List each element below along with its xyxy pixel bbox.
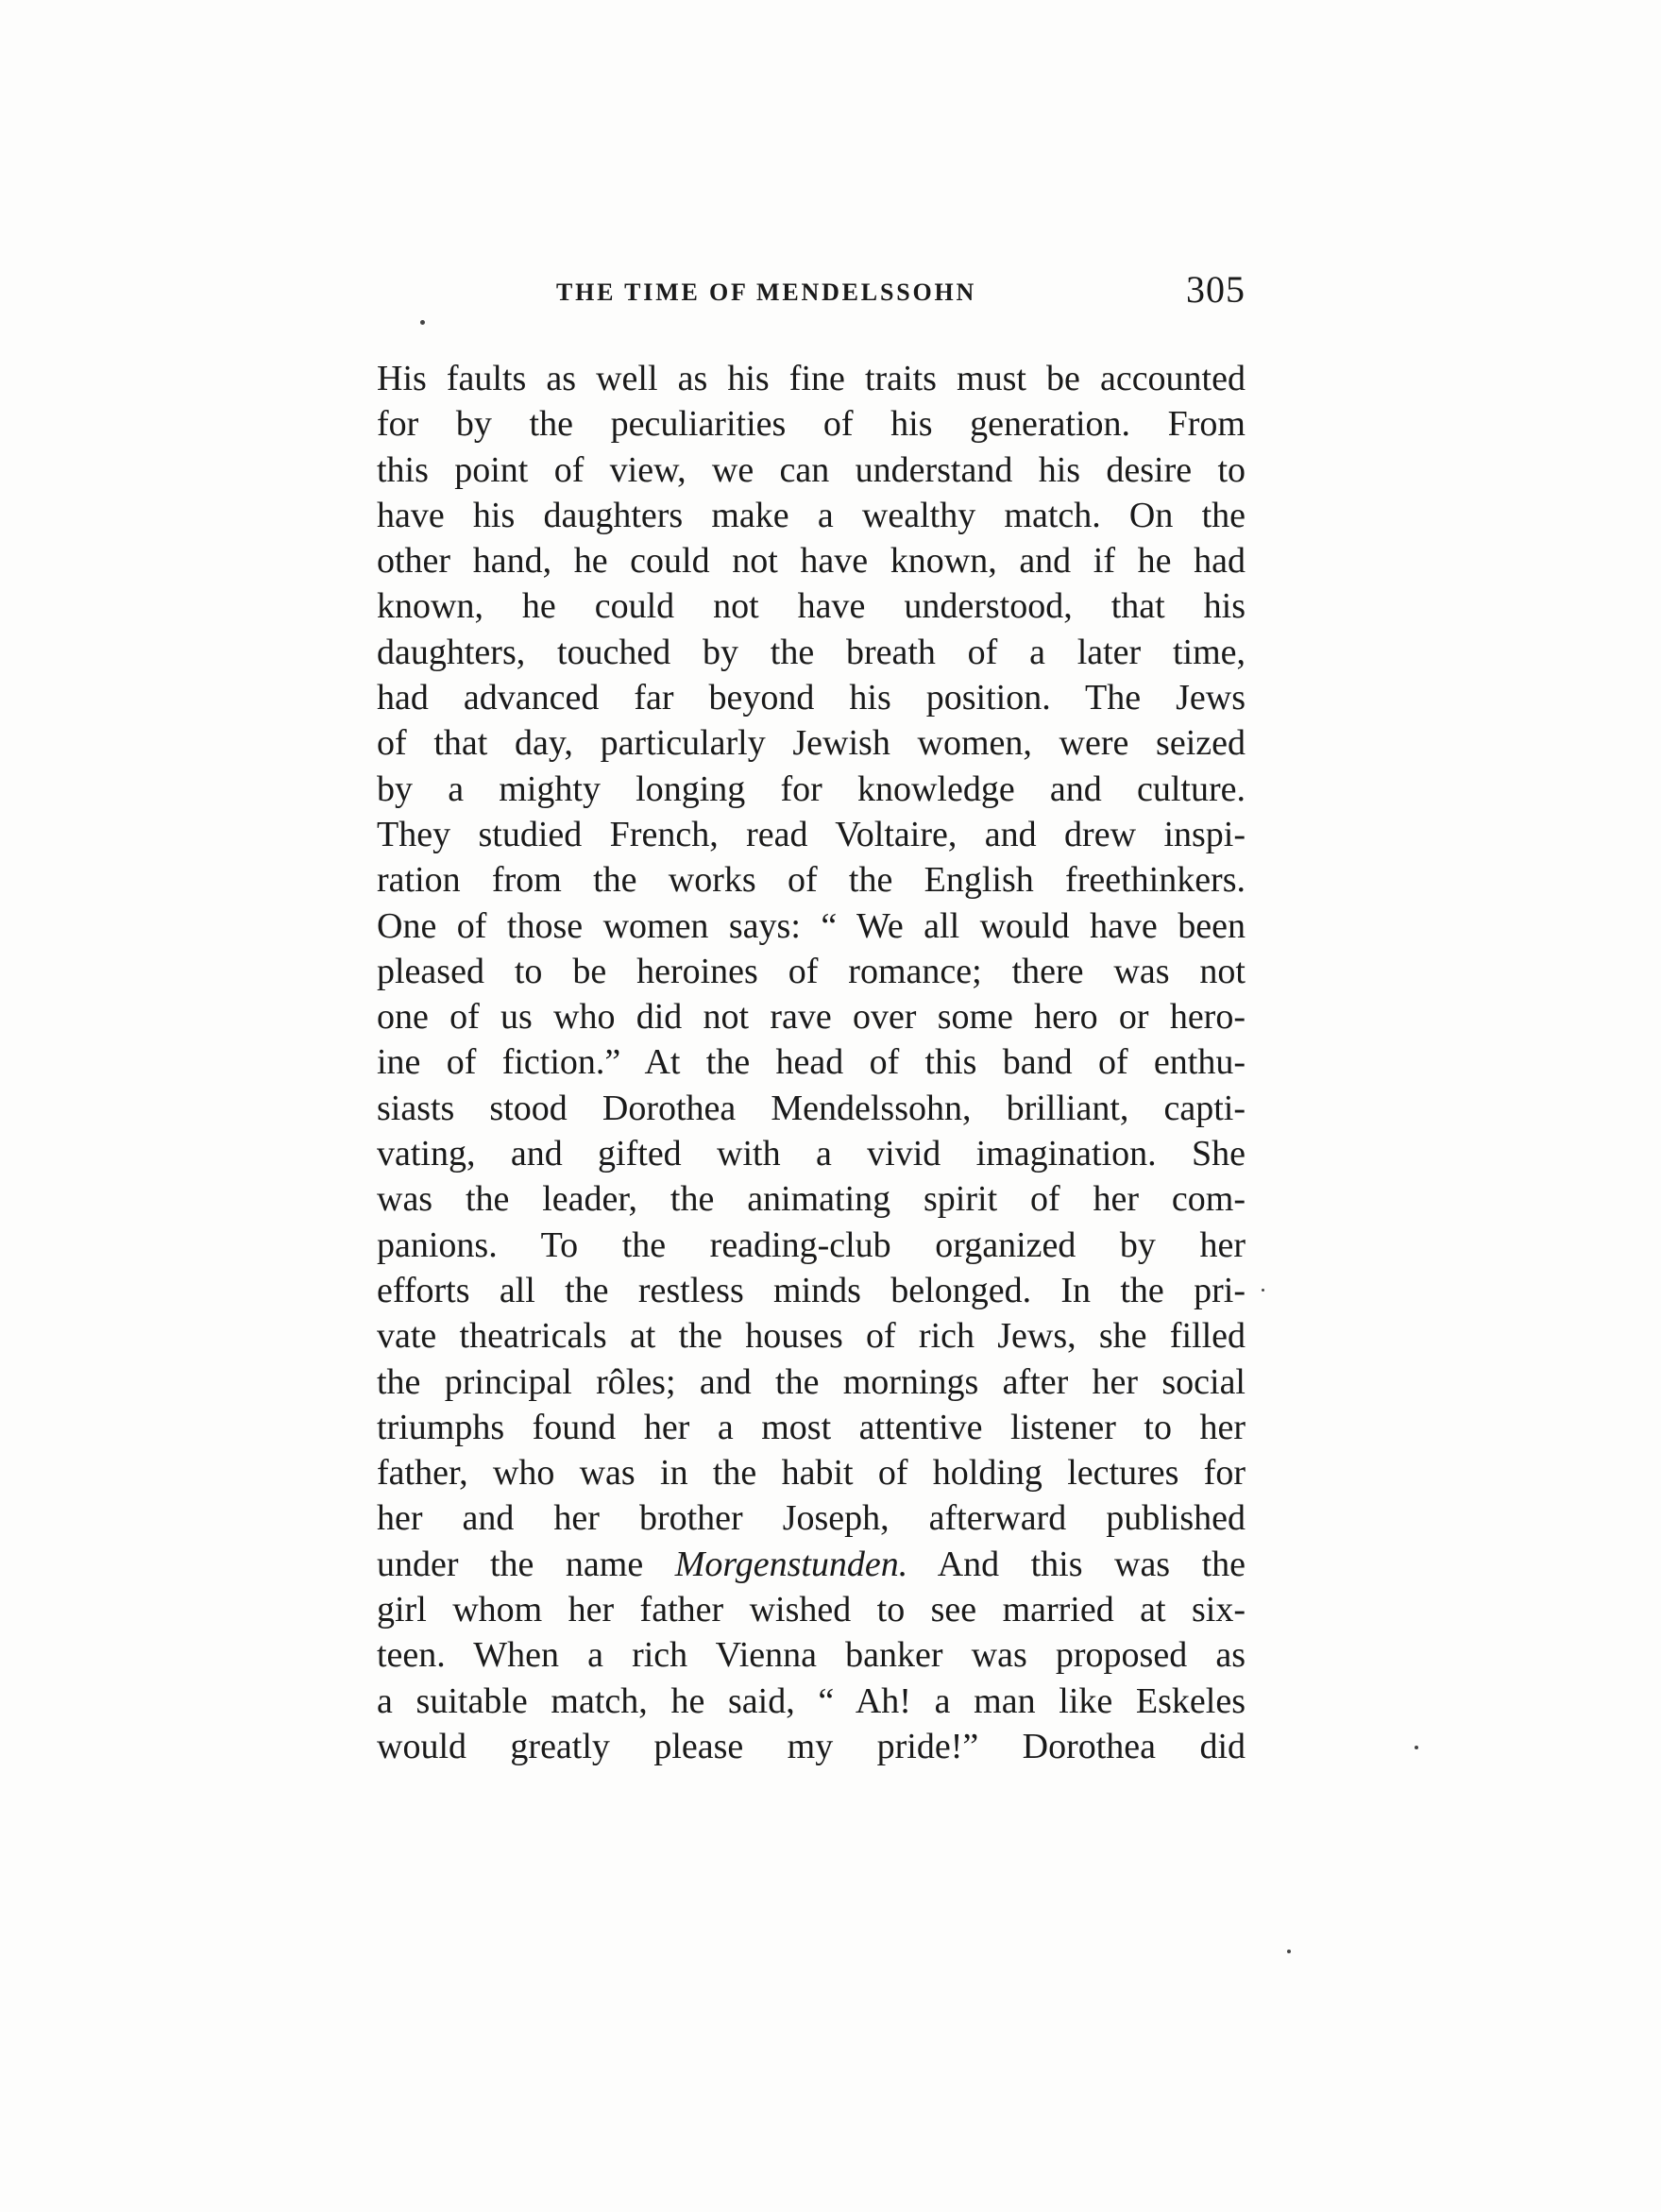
- page-number: 305: [1186, 268, 1246, 311]
- text-line: ine of fiction.” At the head of this band of enthu-: [377, 1042, 1246, 1083]
- running-head: [377, 267, 1246, 314]
- text-line: vate theatricals at the houses of rich Jews, she filled: [377, 1316, 1246, 1357]
- text-line: triumphs found her a most attentive listener to her: [377, 1407, 1246, 1447]
- scan-speck: [420, 320, 425, 325]
- text-line: ration from the works of the English freethinkers.: [377, 860, 1246, 901]
- line-text-after: And this was the: [907, 1544, 1246, 1584]
- scan-speck: [1287, 1950, 1291, 1953]
- text-line: His faults as well as his fine traits must be accounted: [377, 359, 1246, 398]
- scan-speck: [1262, 1289, 1264, 1292]
- text-line: the principal rôles; and the mornings after her social: [377, 1361, 1246, 1402]
- text-line: other hand, he could not have known, and if he had: [377, 541, 1246, 582]
- text-line: of that day, particularly Jewish women, were seized: [377, 723, 1246, 764]
- text-line-with-italic: [377, 1542, 1246, 1587]
- text-line: for by the peculiarities of his generation. From: [377, 404, 1246, 445]
- text-line: efforts all the restless minds belonged. In the pri-: [377, 1270, 1246, 1310]
- text-line: They studied French, read Voltaire, and drew inspi-: [377, 814, 1246, 854]
- text-line: girl whom her father wished to see married at six-: [377, 1590, 1246, 1630]
- text-line: vating, and gifted with a vivid imagination. She: [377, 1134, 1246, 1174]
- text-line: teen. When a rich Vienna banker was proposed as: [377, 1635, 1246, 1676]
- text-line: by a mighty longing for knowledge and culture.: [377, 768, 1246, 809]
- text-line: a suitable match, he said, “ Ah! a man like Eskeles: [377, 1680, 1246, 1721]
- text-line: her and her brother Joseph, afterward published: [377, 1498, 1246, 1539]
- text-line: this point of view, we can understand his desire to: [377, 449, 1246, 490]
- line-text-before: under the name: [377, 1544, 675, 1584]
- text-line: one of us who did not rave over some hero or hero-: [377, 997, 1246, 1038]
- text-line: known, he could not have understood, that his: [377, 586, 1246, 627]
- italic-book-title: Morgenstunden.: [674, 1544, 908, 1584]
- scan-speck: [1415, 1746, 1418, 1749]
- text-line: had advanced far beyond his position. The Jews: [377, 678, 1246, 718]
- text-line: panions. To the reading-club organized by her: [377, 1224, 1246, 1265]
- text-line: siasts stood Dorothea Mendelssohn, brilliant, capti-: [377, 1088, 1246, 1128]
- text-line: would greatly please my pride!” Dorothea did: [377, 1726, 1246, 1766]
- running-title: THE TIME OF MENDELSSOHN: [556, 279, 977, 306]
- text-line: pleased to be heroines of romance; there was not: [377, 951, 1246, 991]
- text-line: was the leader, the animating spirit of her com-: [377, 1179, 1246, 1220]
- text-line: One of those women says: “ We all would have been: [377, 905, 1246, 946]
- text-line: daughters, touched by the breath of a later time,: [377, 632, 1246, 672]
- body-text: [377, 356, 1246, 1769]
- text-line: have his daughters make a wealthy match. On the: [377, 495, 1246, 535]
- text-line: father, who was in the habit of holding lectures for: [377, 1453, 1246, 1494]
